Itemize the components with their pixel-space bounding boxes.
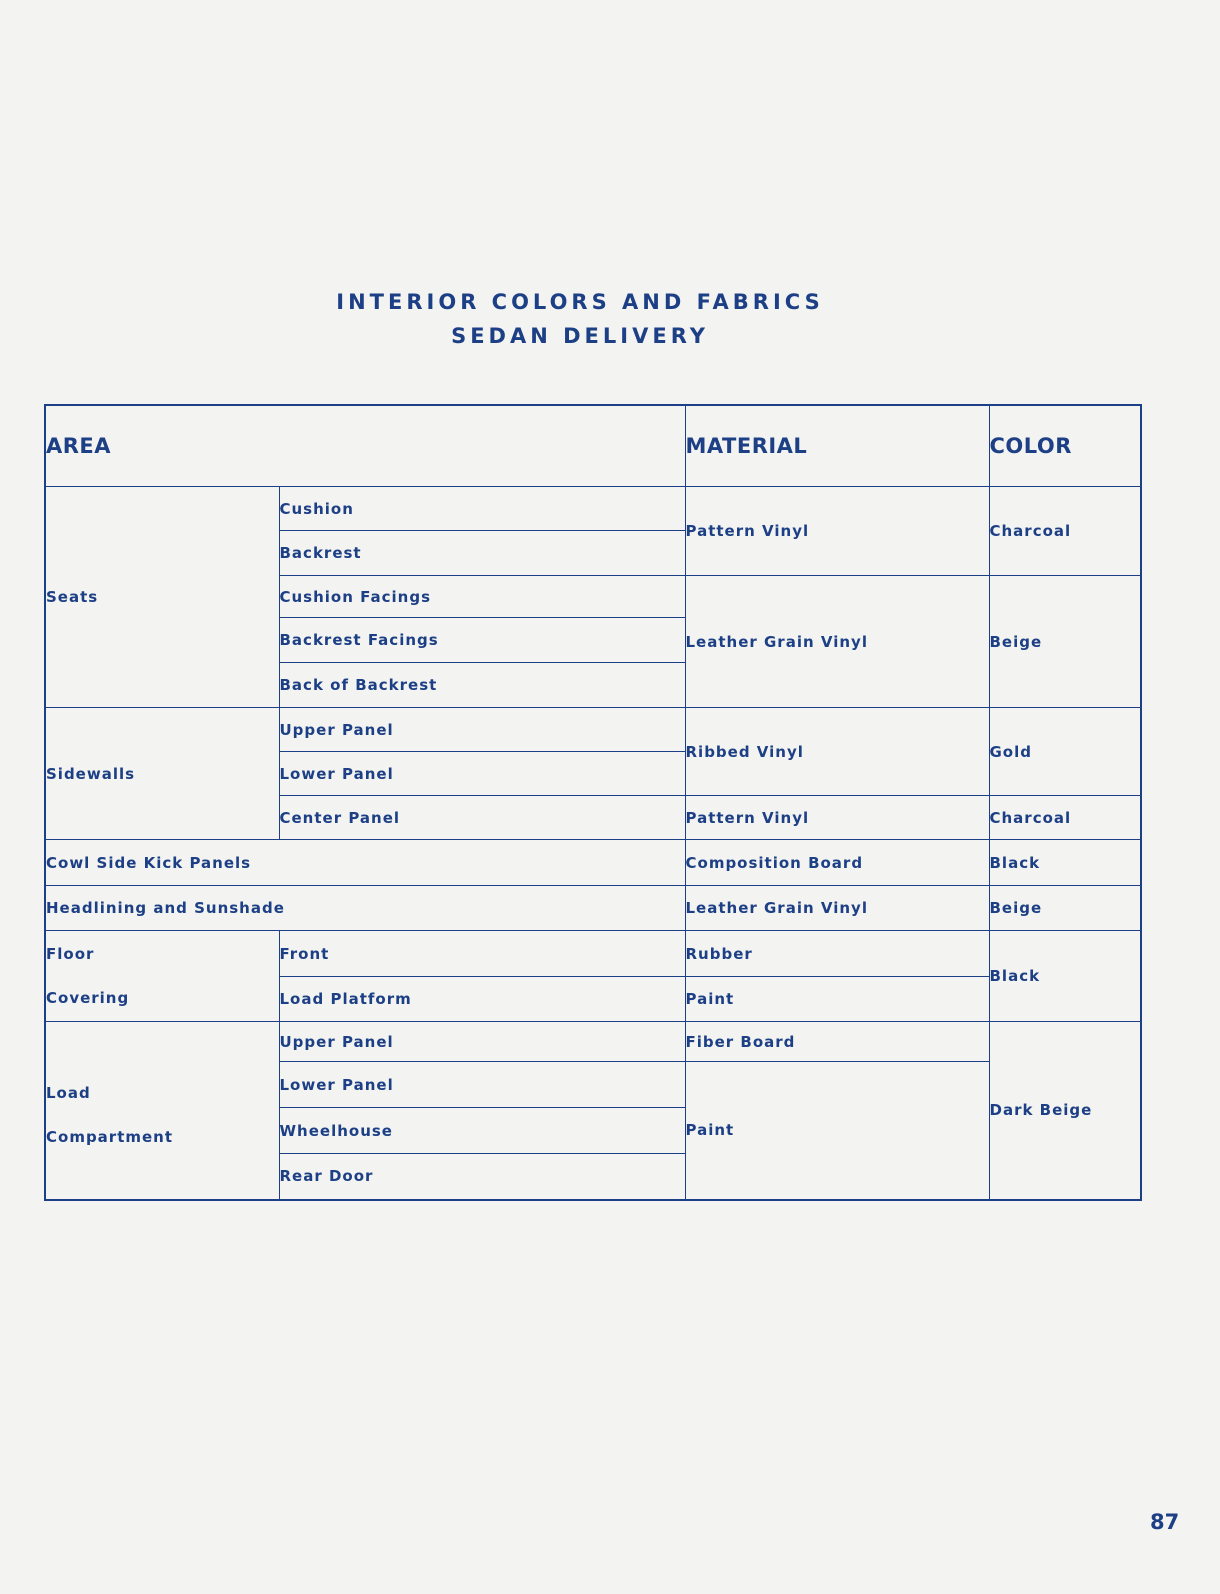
seats-material-pattern-vinyl: Pattern Vinyl — [685, 487, 989, 576]
table-row — [45, 487, 1141, 531]
floor-front: Front — [279, 931, 685, 977]
headlining-and-sunshade: Headlining and Sunshade — [45, 886, 685, 931]
page-title: INTERIOR COLORS AND FABRICS — [336, 290, 824, 314]
load-material-fiber-board: Fiber Board — [685, 1022, 989, 1062]
table-row — [45, 931, 1141, 977]
table-row — [45, 1022, 1141, 1062]
interior-colors-table — [44, 404, 1142, 1201]
load-label-line-1: Load — [46, 1084, 91, 1103]
load-lower-panel: Lower Panel — [279, 1062, 685, 1108]
seats-cushion: Cushion — [279, 487, 685, 531]
seats-backrest: Backrest — [279, 531, 685, 576]
sidewalls-group-label: Sidewalls — [45, 708, 279, 840]
cowl-material: Composition Board — [685, 840, 989, 886]
floor-color-black: Black — [989, 931, 1141, 1022]
floor-covering-group-label — [45, 931, 279, 1022]
header-material: MATERIAL — [685, 405, 989, 487]
table-header-row — [45, 405, 1141, 487]
load-compartment-group-label — [45, 1022, 279, 1200]
table-row — [45, 840, 1141, 886]
floor-material-paint: Paint — [685, 977, 989, 1022]
load-upper-panel: Upper Panel — [279, 1022, 685, 1062]
page-number: 87 — [1150, 1510, 1180, 1534]
cowl-side-kick-panels: Cowl Side Kick Panels — [45, 840, 685, 886]
seats-backrest-facings: Backrest Facings — [279, 618, 685, 663]
sidewalls-color-gold: Gold — [989, 708, 1141, 796]
sidewalls-lower-panel: Lower Panel — [279, 752, 685, 796]
seats-color-beige: Beige — [989, 576, 1141, 708]
load-label-line-2: Compartment — [46, 1128, 174, 1147]
sidewalls-material-ribbed-vinyl: Ribbed Vinyl — [685, 708, 989, 796]
seats-color-charcoal: Charcoal — [989, 487, 1141, 576]
sidewalls-color-charcoal: Charcoal — [989, 796, 1141, 840]
floor-load-platform: Load Platform — [279, 977, 685, 1022]
headlining-material: Leather Grain Vinyl — [685, 886, 989, 931]
seats-material-leather-grain-vinyl: Leather Grain Vinyl — [685, 576, 989, 708]
floor-material-rubber: Rubber — [685, 931, 989, 977]
load-rear-door: Rear Door — [279, 1154, 685, 1200]
load-wheelhouse: Wheelhouse — [279, 1108, 685, 1154]
sidewalls-upper-panel: Upper Panel — [279, 708, 685, 752]
load-material-paint: Paint — [685, 1062, 989, 1200]
table-row — [45, 708, 1141, 752]
seats-cushion-facings: Cushion Facings — [279, 576, 685, 618]
seats-group-label: Seats — [45, 487, 279, 708]
seats-back-of-backrest: Back of Backrest — [279, 663, 685, 708]
load-color-dark-beige: Dark Beige — [989, 1022, 1141, 1200]
page-subtitle: SEDAN DELIVERY — [451, 324, 709, 348]
cowl-color: Black — [989, 840, 1141, 886]
sidewalls-material-pattern-vinyl: Pattern Vinyl — [685, 796, 989, 840]
header-color: COLOR — [989, 405, 1141, 487]
floor-label-line-2: Covering — [46, 989, 130, 1007]
headlining-color: Beige — [989, 886, 1141, 931]
sidewalls-center-panel: Center Panel — [279, 796, 685, 840]
floor-label-line-1: Floor — [46, 945, 95, 963]
table-row — [45, 886, 1141, 931]
header-area: AREA — [45, 405, 685, 487]
